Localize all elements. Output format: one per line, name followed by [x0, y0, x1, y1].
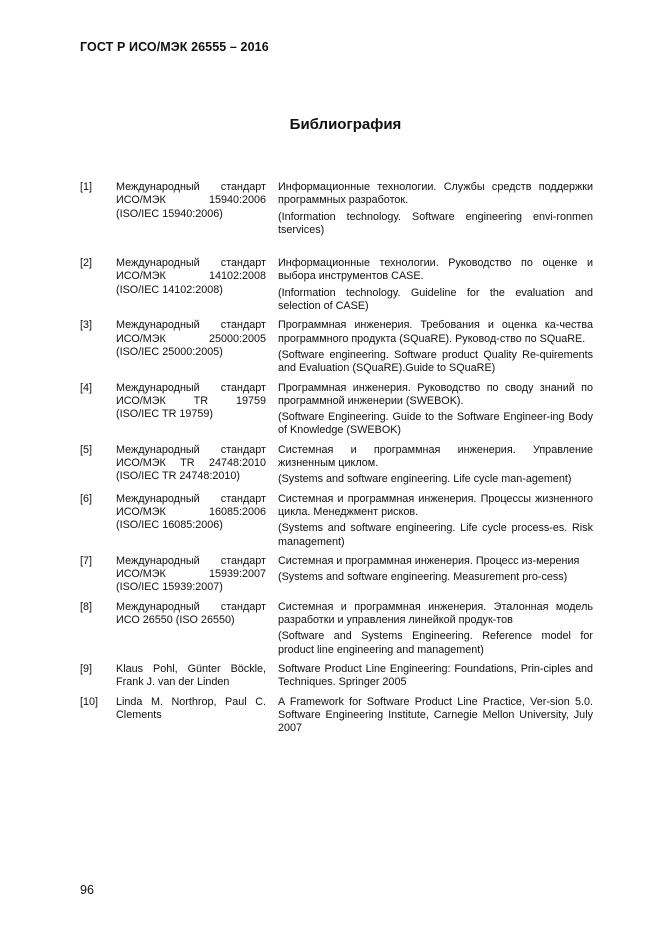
standard-line: ИСО/МЭК 25000:2005	[116, 332, 266, 345]
description-english: (Information technology. Guideline for the evaluation and selection of CASE)	[278, 286, 593, 313]
entry-standard	[116, 696, 278, 736]
standard-line: Klaus Pohl, Günter Böckle,	[116, 662, 266, 675]
standard-line: Международный стандарт	[116, 600, 266, 613]
entry-description	[278, 663, 593, 690]
standard-line: (ISO/IEC 15939:2007)	[116, 581, 223, 594]
description-russian: Системная и программная инженерия. Управление жизненным циклом.	[278, 443, 593, 470]
entry-standard	[116, 181, 278, 237]
entry-standard	[116, 555, 278, 595]
bibliography-entry	[80, 382, 593, 438]
standard-line: ИСО/МЭК 16085:2006	[116, 505, 266, 518]
standard-line: Международный стандарт	[116, 257, 266, 270]
description-russian: Информационные технологии. Службы средств поддержки программных разработок.	[278, 181, 593, 207]
entry-standard	[116, 493, 278, 549]
standard-line: Международный стандарт	[116, 554, 266, 567]
standard-line: ИСО/МЭК 14102:2008	[116, 270, 266, 283]
description-english: (Software Engineering. Guide to the Software Engineer-ing Body of Knowledge (SWEBOK)	[278, 411, 593, 437]
bibliography-entry	[80, 181, 593, 237]
entry-description	[278, 382, 593, 438]
standard-line: (ISO/IEC 14102:2008)	[116, 283, 223, 296]
entry-description	[278, 319, 593, 375]
standard-line: (ISO/IEC 16085:2006)	[116, 519, 223, 532]
entry-number: [4]	[80, 381, 93, 394]
entry-number: [6]	[80, 492, 93, 505]
entry-number: [7]	[80, 554, 93, 567]
standard-line: (ISO/IEC TR 19759)	[116, 408, 214, 421]
description-english: (Systems and software engineering. Life cycle process-es. Risk management)	[278, 522, 593, 548]
standard-line: ИСО/МЭК 15939:2007	[116, 568, 266, 581]
entry-description	[278, 493, 593, 549]
description-russian: Программная инженерия. Руководство по своду знаний по программной инженерии (SWEBOK).	[278, 381, 593, 407]
standard-line: (ISO/IEC TR 24748:2010)	[116, 470, 241, 483]
standard-line: ИСО/МЭК 15940:2006	[116, 194, 266, 207]
description-english: (Systems and software engineering. Measurement pro-cess)	[278, 571, 568, 584]
entry-standard	[116, 257, 278, 313]
description-english: (Systems and software engineering. Life cycle man-agement)	[278, 473, 572, 486]
standard-line: Linda M. Northrop, Paul C.	[116, 695, 266, 708]
description-english: (Software engineering. Software product Quality Re-quirements and Evaluation (SQuaRE).Guide to SQuaRE)	[278, 348, 593, 375]
entry-number: [5]	[80, 443, 93, 456]
standard-line: Международный стандарт	[116, 181, 266, 193]
page-title: Библиография	[289, 116, 402, 133]
standard-line: (ISO/IEC 15940:2006)	[116, 207, 223, 220]
entry-number: [2]	[80, 257, 93, 270]
entry-description	[278, 181, 593, 237]
entry-standard	[116, 319, 278, 375]
bibliography-entry	[80, 663, 593, 690]
standard-line: Frank J. van der Linden	[116, 676, 230, 689]
entry-number: [9]	[80, 662, 93, 675]
description-russian: Software Product Line Engineering: Foundations, Prin-ciples and Techniques. Springer 2005	[278, 662, 593, 689]
entry-description	[278, 601, 593, 657]
entry-standard	[116, 601, 278, 657]
standard-line: (ISO/IEC 25000:2005)	[116, 345, 223, 358]
bibliography-entry	[80, 319, 593, 375]
entry-number: [8]	[80, 600, 93, 613]
description-russian: Системная и программная инженерия. Процесс из-мерения	[278, 554, 580, 567]
standard-line: ИСО 26550 (ISO 26550)	[116, 614, 235, 627]
entry-standard	[116, 663, 278, 690]
standard-line: ИСО/МЭК TR 24748:2010	[116, 457, 266, 470]
description-russian: A Framework for Software Product Line Practice, Ver-sion 5.0. Software Engineering Institute, Carnegie Mellon University, July 2007	[278, 695, 593, 735]
bibliography-entry	[80, 696, 593, 736]
entry-number: [10]	[80, 695, 99, 708]
entry-standard	[116, 444, 278, 487]
description-russian: Информационные технологии. Руководство по оценке и выбора инструментов CASE.	[278, 257, 593, 283]
bibliography-list	[80, 181, 593, 741]
entry-description	[278, 555, 593, 595]
bibliography-entry	[80, 257, 593, 313]
bibliography-entry	[80, 444, 593, 487]
entry-number: [1]	[80, 181, 93, 193]
description-russian: Программная инженерия. Требования и оценка ка-чества программного продукта (SQuaRE). Руковод-ство по SQuaRE.	[278, 319, 593, 345]
description-russian: Системная и программная инженерия. Процессы жизненного цикла. Менеджмент рисков.	[278, 492, 593, 518]
entry-description	[278, 444, 593, 487]
bibliography-entry	[80, 555, 593, 595]
bibliography-entry	[80, 493, 593, 549]
standard-line: ИСО/МЭК TR 19759	[116, 394, 266, 407]
page-number: 96	[80, 883, 94, 897]
standard-line: Международный стандарт	[116, 443, 266, 456]
bibliography-entry	[80, 601, 593, 657]
entry-description	[278, 257, 593, 313]
entry-number: [3]	[80, 319, 93, 332]
standard-line: Международный стандарт	[116, 492, 266, 505]
standard-line: Международный стандарт	[116, 381, 266, 394]
standard-line: Международный стандарт	[116, 319, 266, 332]
document-header: ГОСТ Р ИСО/МЭК 26555 – 2016	[80, 40, 269, 54]
description-russian: Системная и программная инженерия. Эталонная модель разработки и управления линейкой продук-тов	[278, 600, 593, 627]
entry-standard	[116, 382, 278, 438]
description-english: (Software and Systems Engineering. Reference model for product line engineering and management)	[278, 630, 593, 656]
entry-description	[278, 696, 593, 736]
description-english: (Information technology. Software engineering envi-ronmen tservices)	[278, 210, 593, 236]
standard-line: Clements	[116, 708, 162, 721]
